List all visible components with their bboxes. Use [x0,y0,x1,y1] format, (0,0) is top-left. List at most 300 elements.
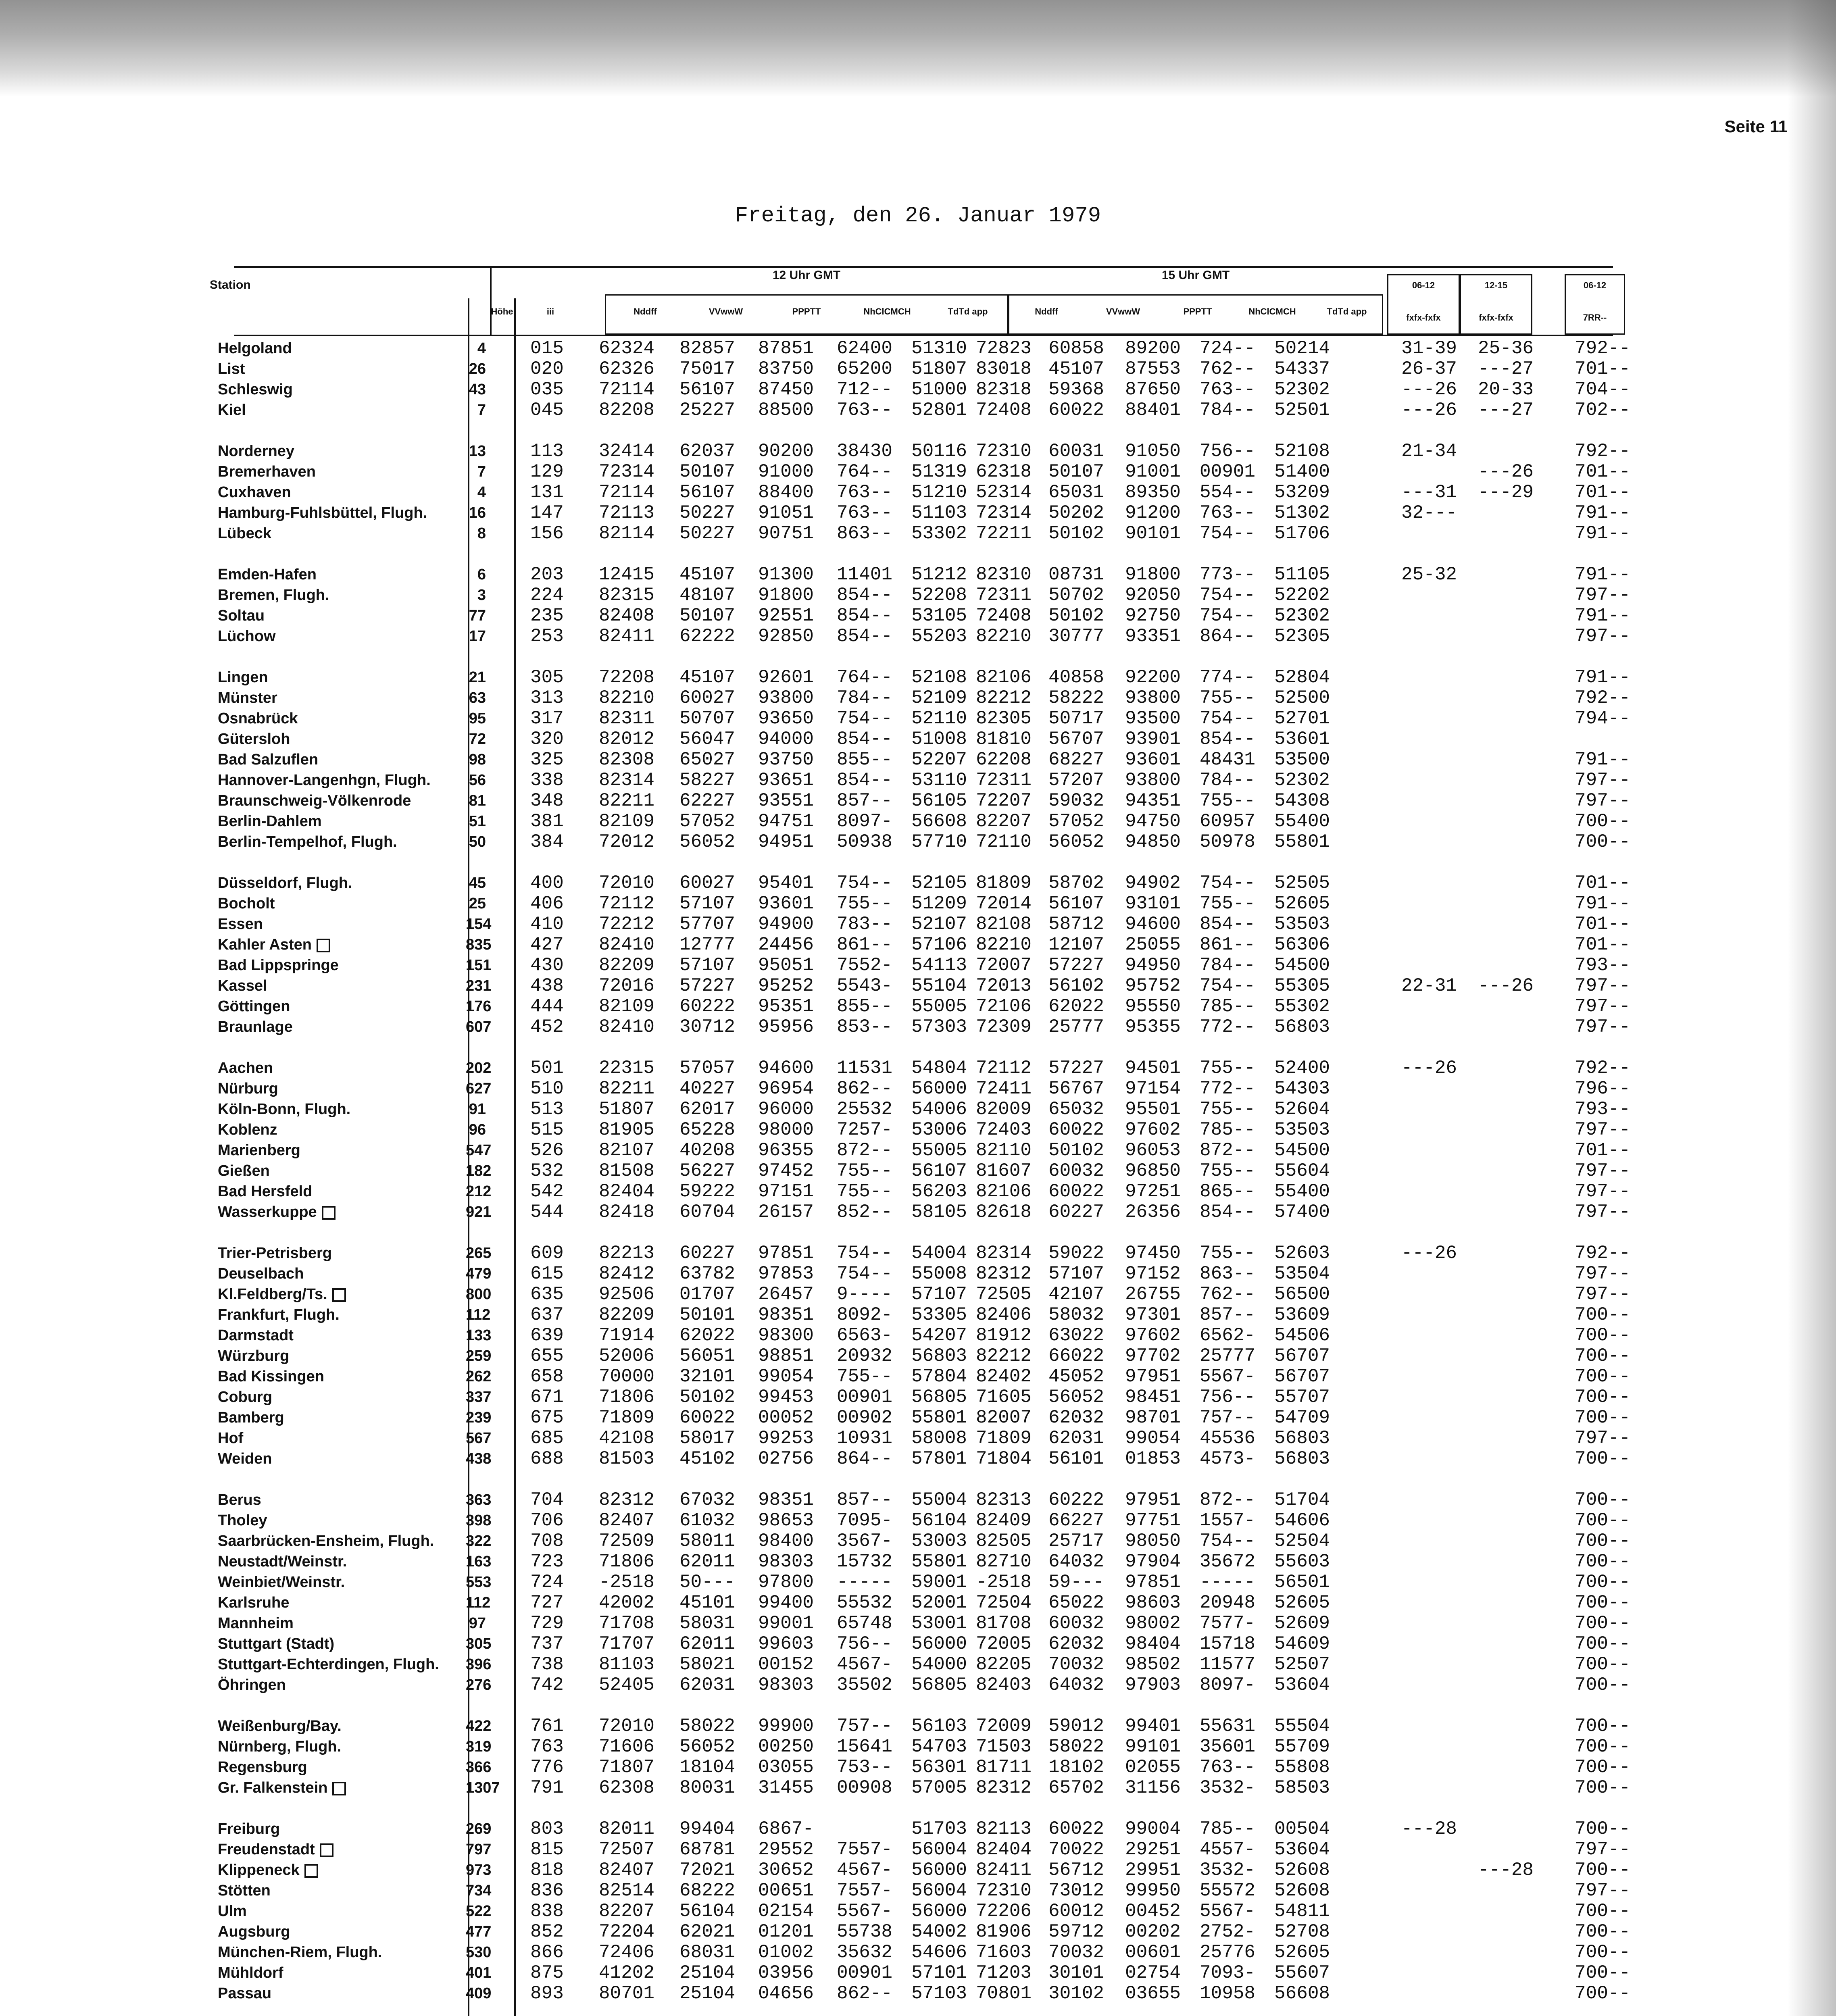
cell-a4: 784-- [837,687,893,708]
table-row [0,1428,1836,1449]
cell-b1: 82212 [976,687,1032,708]
station-label: Klippeneck [218,1862,300,1879]
cell-b3: 94902 [1125,873,1181,893]
cell-a3: 97452 [758,1160,814,1181]
cell-b4: ----- [1200,1572,1256,1593]
cell-a2: 58021 [679,1654,736,1675]
cell-a1: 81508 [599,1160,655,1181]
cell-a3: 93601 [758,893,814,914]
cell-iii: 791 [530,1777,564,1798]
station-height: 265 [466,1245,492,1262]
cell-b5: 52400 [1274,1058,1330,1079]
cell-a2: 68781 [679,1839,736,1860]
cell-b4: 763-- [1200,379,1256,400]
header-r2-sub: fxfx-fxfx [1479,312,1513,323]
station-height: 259 [466,1347,492,1364]
station-name [218,1016,293,1037]
cell-iii: 320 [530,729,564,750]
cell-a2: 57057 [679,1058,736,1079]
cell-a5: 51319 [911,461,967,482]
station-name [218,400,246,421]
header-bottom-rule [234,335,1613,336]
station-height: 547 [466,1142,492,1159]
cell-b2: 62032 [1048,1633,1105,1654]
cell-a1: 82312 [599,1489,655,1510]
table-row [0,1757,1836,1778]
cell-iii: 637 [530,1304,564,1325]
cell-b2: 50102 [1048,523,1105,544]
cell-a4: 864-- [837,1448,893,1469]
cell-a1: 82011 [599,1818,655,1839]
cell-b3: 29251 [1125,1839,1181,1860]
cell-b4: 755-- [1200,1160,1256,1181]
cell-r3: 700-- [1575,1860,1631,1881]
cell-b3: 97951 [1125,1366,1181,1387]
cell-b5: 52804 [1274,667,1330,688]
cell-b5: 54609 [1274,1633,1330,1654]
cell-b2: 68227 [1048,749,1105,770]
station-label: Kassel [218,977,267,994]
table-row [0,1531,1836,1552]
cell-a5: 58105 [911,1202,967,1223]
cell-b1: 81711 [976,1757,1032,1778]
table-row [0,502,1836,523]
table-row [0,1202,1836,1223]
cell-r3: 700-- [1575,1510,1631,1531]
station-name [218,1736,341,1757]
square-icon [322,1206,336,1220]
cell-b1: 62208 [976,749,1032,770]
cell-r3: 791-- [1575,667,1631,688]
cell-a2: 60222 [679,996,736,1017]
cell-a5: 52110 [911,708,967,729]
cell-a4: 872-- [837,1140,893,1161]
station-name [218,790,411,811]
cell-b3: 93800 [1125,770,1181,791]
station-label: Weiden [218,1450,272,1467]
cell-a1: 82012 [599,729,655,750]
cell-b1: 72408 [976,400,1032,421]
cell-a2: 40208 [679,1140,736,1161]
cell-r2: 20-33 [1478,379,1534,400]
cell-b4: 554-- [1200,482,1256,503]
station-label: Marienberg [218,1142,300,1159]
station-name [218,729,290,750]
cell-b2: 57052 [1048,811,1105,832]
cell-b4: 35672 [1200,1551,1256,1572]
cell-b4: 762-- [1200,1284,1256,1305]
cell-a5: 53003 [911,1531,967,1552]
cell-a2: 50107 [679,461,736,482]
cell-a5: 56805 [911,1387,967,1408]
cell-a1: 92506 [599,1284,655,1305]
station-label: Würzburg [218,1347,290,1364]
cell-iii: 235 [530,605,564,626]
cell-r3: 797-- [1575,975,1631,996]
cell-a3: 91300 [758,564,814,585]
cell-iii: 836 [530,1880,564,1901]
cell-b1: 83018 [976,358,1032,379]
cell-a1: 71708 [599,1613,655,1634]
table-row [0,1962,1836,1983]
cell-a4: 35502 [837,1674,893,1695]
col-vvwww-15: VVwwW [1106,306,1140,317]
cell-a3: 95956 [758,1016,814,1037]
cell-a3: 97851 [758,1243,814,1264]
station-height: 212 [466,1183,492,1200]
cell-b3: 92750 [1125,605,1181,626]
cell-a5: 55104 [911,975,967,996]
cell-a4: 55738 [837,1921,893,1942]
cell-b5: 55709 [1274,1736,1330,1757]
header-15-uhr: 15 Uhr GMT [1161,269,1230,282]
cell-b2: 60032 [1048,1613,1105,1634]
cell-b4: 7577- [1200,1613,1256,1634]
cell-a4: 755-- [837,893,893,914]
cell-b3: 98502 [1125,1654,1181,1675]
station-label: Karlsruhe [218,1594,290,1611]
station-label: Lübeck [218,525,272,542]
station-label: Regensburg [218,1759,307,1776]
cell-b5: 52501 [1274,400,1330,421]
cell-a5: 57005 [911,1777,967,1798]
station-name [218,338,292,359]
cell-a5: 55008 [911,1263,967,1284]
cell-a2: 58031 [679,1613,736,1634]
cell-b3: 26356 [1125,1202,1181,1223]
cell-r3: 797-- [1575,1263,1631,1284]
station-height: 231 [466,977,492,994]
cell-iii: 542 [530,1181,564,1202]
cell-a2: 50102 [679,1387,736,1408]
station-label: Stuttgart-Echterdingen, Flugh. [218,1656,439,1673]
cell-a4: 20932 [837,1345,893,1366]
cell-a1: 82208 [599,400,655,421]
cell-a2: 50101 [679,1304,736,1325]
station-name [218,996,290,1017]
cell-a5: 56107 [911,1160,967,1181]
station-height: 239 [466,1409,492,1426]
cell-a3: 94000 [758,729,814,750]
cell-a2: 25104 [679,1983,736,2004]
cell-a4: 00901 [837,1962,893,1983]
station-height: 7 [477,402,486,419]
cell-b2: 60022 [1048,1818,1105,1839]
cell-r3: 797-- [1575,1160,1631,1181]
cell-b1: 82403 [976,1674,1032,1695]
station-label: Bremerhaven [218,463,316,480]
cell-a1: 82210 [599,687,655,708]
cell-a3: 24456 [758,934,814,955]
cell-b3: 95501 [1125,1099,1181,1120]
cell-a2: 45107 [679,667,736,688]
cell-b5: 52108 [1274,441,1330,462]
cell-a3: 97151 [758,1181,814,1202]
cell-a5: 51008 [911,729,967,750]
cell-a3: 83750 [758,358,814,379]
cell-iii: 738 [530,1654,564,1675]
cell-a1: 81103 [599,1654,655,1675]
cell-iii: 147 [530,502,564,523]
cell-iii: 513 [530,1099,564,1120]
cell-a3: 03055 [758,1757,814,1778]
cell-b3: 87553 [1125,358,1181,379]
cell-a5: 53302 [911,523,967,544]
station-height: 477 [466,1923,492,1940]
cell-b5: 55603 [1274,1551,1330,1572]
station-height: 398 [466,1512,492,1529]
cell-b5: 52305 [1274,626,1330,647]
cell-a5: 51210 [911,482,967,503]
station-name [218,1407,284,1428]
square-icon [320,1843,333,1857]
cell-r3: 700-- [1575,1674,1631,1695]
station-label: Bocholt [218,895,275,912]
cell-b5: 54709 [1274,1407,1330,1428]
station-label: Frankfurt, Flugh. [218,1306,340,1323]
cell-a2: 56104 [679,1901,736,1922]
station-name [218,1058,273,1079]
cell-b3: 99054 [1125,1428,1181,1449]
cell-r3: 700-- [1575,1962,1631,1983]
cell-a4: 35632 [837,1942,893,1963]
cell-a2: 60704 [679,1202,736,1223]
cell-b5: 53604 [1274,1839,1330,1860]
cell-b4: 754-- [1200,708,1256,729]
table-row [0,564,1836,585]
cell-r3: 793-- [1575,1099,1631,1120]
station-label: Nürburg [218,1080,278,1097]
cell-b3: 97602 [1125,1119,1181,1140]
cell-r3: 700-- [1575,1551,1631,1572]
cell-a5: 55203 [911,626,967,647]
table-row [0,1736,1836,1757]
table-row [0,1510,1836,1531]
col-tdtd-12: TdTd app [948,306,988,317]
header-station: Station [210,278,251,292]
table-row [0,1880,1836,1901]
station-name [218,1181,312,1202]
cell-a4: 4567- [837,1860,893,1881]
station-label: Bad Kissingen [218,1368,324,1385]
cell-b1: 82106 [976,1181,1032,1202]
cell-a5: 56203 [911,1181,967,1202]
cell-a2: 62037 [679,441,736,462]
cell-b2: 58022 [1048,1736,1105,1757]
table-row [0,1387,1836,1408]
header-r1-sub: fxfx-fxfx [1406,312,1441,323]
station-label: Weinbiet/Weinstr. [218,1574,345,1591]
cell-a1: 72406 [599,1942,655,1963]
station-height: 567 [466,1430,492,1447]
cell-b4: 772-- [1200,1078,1256,1099]
cell-iii: 338 [530,770,564,791]
cell-b5: 52500 [1274,687,1330,708]
cell-b5: 56803 [1274,1448,1330,1469]
station-name [218,1202,336,1223]
station-height: 21 [469,669,486,686]
table-row [0,626,1836,647]
cell-b2: 59022 [1048,1243,1105,1264]
cell-a1: 51807 [599,1099,655,1120]
cell-b3: 93101 [1125,893,1181,914]
col-tdtd-15: TdTd app [1327,306,1367,317]
table-row [0,1798,1836,1819]
cell-b3: 97301 [1125,1304,1181,1325]
cell-a2: 18104 [679,1757,736,1778]
cell-b2: 56707 [1048,729,1105,750]
cell-a4: 754-- [837,1243,893,1264]
station-name [218,1818,280,1839]
cell-b1: 72309 [976,1016,1032,1037]
cell-a5: 51310 [911,338,967,359]
station-label: Hamburg-Fuhlsbüttel, Flugh. [218,504,427,521]
cell-b4: 50978 [1200,831,1256,852]
station-label: Stötten [218,1882,271,1899]
cell-b1: 71603 [976,1942,1032,1963]
cell-r3: 793-- [1575,955,1631,976]
station-label: Münster [218,689,277,706]
station-name [218,358,245,379]
table-row [0,1613,1836,1634]
cell-r2: 25-36 [1478,338,1534,359]
cell-iii: 129 [530,461,564,482]
cell-iii: 427 [530,934,564,955]
cell-a1: 42108 [599,1428,655,1449]
cell-b2: 66022 [1048,1345,1105,1366]
table-row [0,914,1836,935]
cell-b4: 757-- [1200,1407,1256,1428]
cell-b5: 52505 [1274,873,1330,893]
cell-a3: 99453 [758,1387,814,1408]
station-name [218,1942,382,1963]
cell-a2: 12777 [679,934,736,955]
table-row [0,667,1836,688]
cell-b2: 70022 [1048,1839,1105,1860]
station-label: München-Riem, Flugh. [218,1944,382,1961]
cell-b2: 60022 [1048,1119,1105,1140]
cell-b1: 81809 [976,873,1032,893]
table-row [0,1304,1836,1325]
station-height: 322 [466,1533,492,1549]
cell-a3: 88400 [758,482,814,503]
table-row [0,749,1836,770]
cell-a3: 99054 [758,1366,814,1387]
table-row [0,1078,1836,1099]
cell-a2: 01707 [679,1284,736,1305]
cell-a5: 51807 [911,358,967,379]
cell-b2: 50102 [1048,605,1105,626]
cell-r3: 700-- [1575,831,1631,852]
station-name [218,1160,270,1181]
station-height: 422 [466,1718,492,1735]
cell-a2: 62011 [679,1633,736,1654]
cell-a3: 01002 [758,1942,814,1963]
table-row [0,1716,1836,1737]
station-height: 45 [469,875,486,891]
cell-a2: 50707 [679,708,736,729]
station-height: 81 [469,792,486,809]
station-height: 4 [477,340,486,357]
cell-r3: 700-- [1575,1572,1631,1593]
table-row [0,1058,1836,1079]
cell-b3: 97851 [1125,1572,1181,1593]
cell-b1: 72505 [976,1284,1032,1305]
cell-a1: 71807 [599,1757,655,1778]
cell-b5: 51302 [1274,502,1330,523]
cell-b1: 82618 [976,1202,1032,1223]
cell-a4: 755-- [837,1181,893,1202]
cell-a2: 62227 [679,790,736,811]
cell-b1: 82108 [976,914,1032,935]
cell-r3: 797-- [1575,996,1631,1017]
cell-b1: 72211 [976,523,1032,544]
cell-a3: 97853 [758,1263,814,1284]
cell-a3: 99900 [758,1716,814,1737]
station-label: Düsseldorf, Flugh. [218,875,352,891]
cell-a3: 87851 [758,338,814,359]
cell-iii: 325 [530,749,564,770]
cell-a3: 26157 [758,1202,814,1223]
cell-a3: 99253 [758,1428,814,1449]
cell-iii: 742 [530,1674,564,1695]
cell-b3: 97602 [1125,1325,1181,1346]
cell-r3: 796-- [1575,1078,1631,1099]
station-height: 553 [466,1574,492,1591]
cell-b1: 71605 [976,1387,1032,1408]
cell-r3: 700-- [1575,1345,1631,1366]
station-name [218,1592,289,1613]
cell-b1: 82411 [976,1860,1032,1881]
cell-b2: 64032 [1048,1551,1105,1572]
cell-r3: 700-- [1575,1654,1631,1675]
cell-b2: 50102 [1048,1140,1105,1161]
cell-a4: 855-- [837,996,893,1017]
cell-a1: 82213 [599,1243,655,1264]
cell-b5: 54308 [1274,790,1330,811]
cell-b5: 56306 [1274,934,1330,955]
cell-r3: 700-- [1575,1531,1631,1552]
cell-a5: 52105 [911,873,967,893]
cell-r2: ---27 [1478,400,1534,421]
cell-b5: 53209 [1274,482,1330,503]
cell-a4: 863-- [837,523,893,544]
cell-b2: 62031 [1048,1428,1105,1449]
cell-r1: ---26 [1401,379,1457,400]
station-label: Koblenz [218,1121,277,1138]
cell-a1: 62308 [599,1777,655,1798]
cell-b3: 94600 [1125,914,1181,935]
cell-iii: 438 [530,975,564,996]
cell-b1: 72106 [976,996,1032,1017]
cell-b3: 92200 [1125,667,1181,688]
cell-a4: 852-- [837,1202,893,1223]
cell-a4: 783-- [837,914,893,935]
cell-b2: 42107 [1048,1284,1105,1305]
cell-b1: 82318 [976,379,1032,400]
cell-b2: 56767 [1048,1078,1105,1099]
cell-a5: 59001 [911,1572,967,1593]
cell-a3: 91051 [758,502,814,523]
cell-b2: 18102 [1048,1757,1105,1778]
col-ppptt-12: PPPTT [792,306,821,317]
cell-b3: 95550 [1125,996,1181,1017]
station-height: 734 [466,1882,492,1899]
station-label: Berlin-Tempelhof, Flugh. [218,833,397,850]
header-iii: iii [546,306,554,317]
cell-b5: 50214 [1274,338,1330,359]
cell-r3: 797-- [1575,1119,1631,1140]
